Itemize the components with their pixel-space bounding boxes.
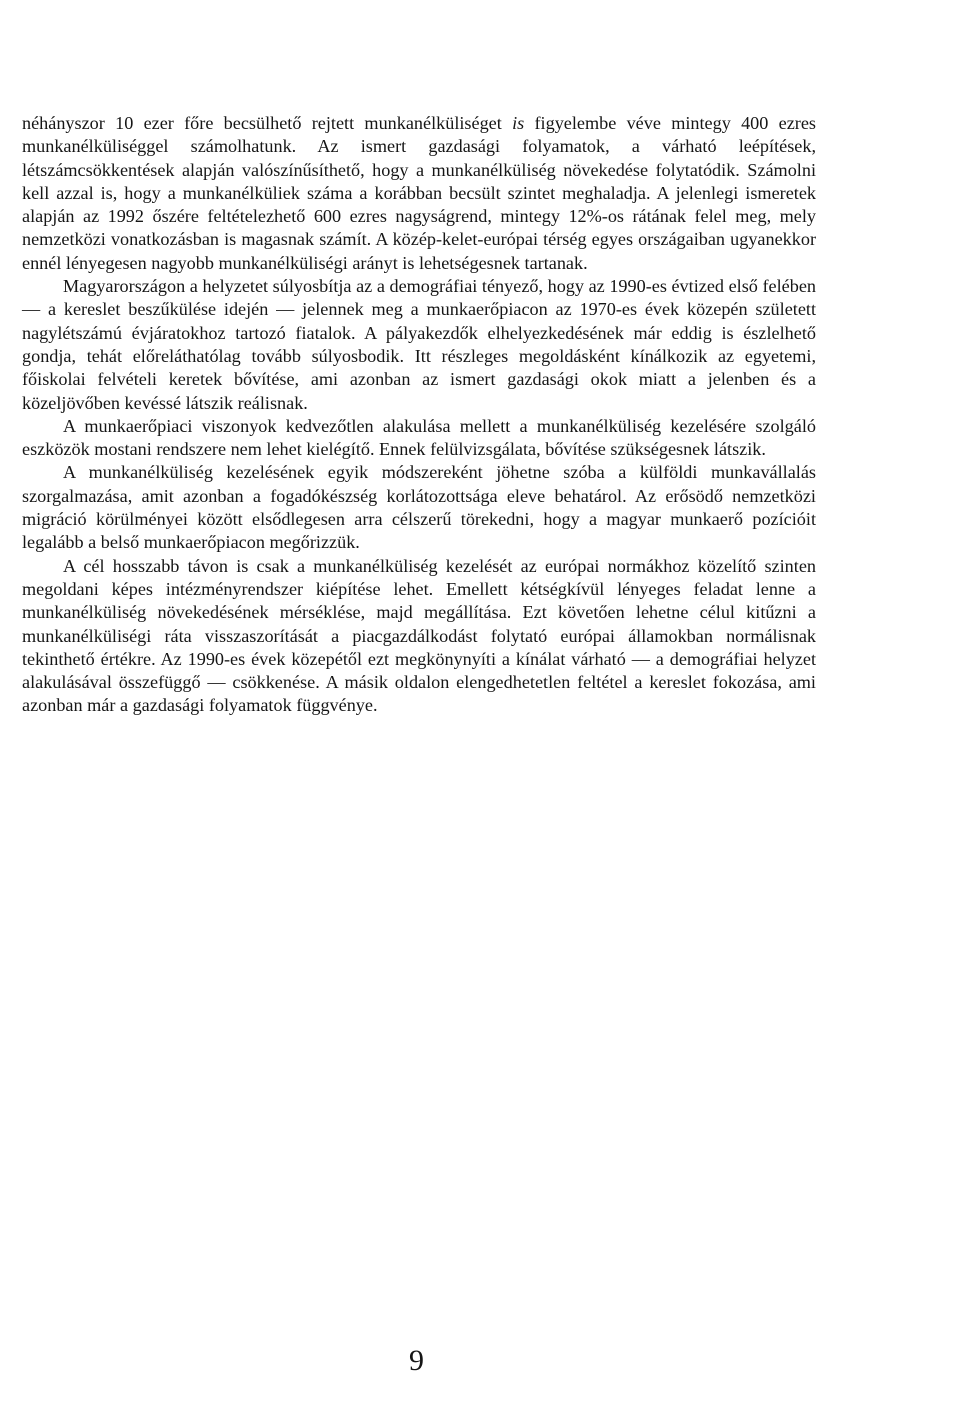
page-number: 9	[409, 1344, 424, 1377]
paragraph-2: Magyarországon a helyzetet súlyosbítja az a demográfiai tényező, hogy az 1990-es évtized első felében — a kereslet beszűkülése idején — jelennek meg a munkaerőpiacon az 1970-es évek közepén született nagylétszámú évjáratokhoz tartozó fiatalok. A pályakezdők elhelyezkedésének már eddig is észlelhető gondja, tehát előreláthatólag tovább súlyosbodik. Itt részleges megoldásként kínálkozik az egyetemi, főiskolai felvételi keretek bővítése, ami azonban az ismert gazdasági okok miatt a jelenben és a közeljövőben kevéssé látszik reálisnak.	[22, 276, 816, 413]
paragraph-1	[22, 112, 816, 275]
paragraph-1-italic-word: is	[512, 113, 525, 133]
paragraph-1-segment-3: figyelembe véve mintegy 400 ezres munkanélküliséggel számolhatunk. Az ismert gazdasági folyamatok, a várható leépítések, létszámcsökkentések alapján valószínűsíthető, hogy a munkanélküliség növekedése folytatódik. Számolni kell azzal is, hogy a munkanélküliek száma a korábban becsült szintet meghaladja. A jelenlegi ismeretek alapján az 1992 őszére feltételezhető 600 ezres nagyságrend, mintegy 12%-os rátának felel meg, mely nemzetközi vonatkozásban is magasnak számít. A közép-kelet-európai térség egyes országaiban ugyanekkor ennél lényegesen nagyobb munkanélküliségi arányt is lehetségesnek tartanak.	[22, 113, 816, 273]
paragraph-1-segment-1: néhányszor 10 ezer főre becsülhető rejtett munkanélküliséget	[22, 113, 513, 133]
paragraph-4: A munkanélküliség kezelésének egyik módszereként jöhetne szóba a külföldi munkavállalás szorgalmazása, amit azonban a fogadókészség korlátozottsága eleve behatárol. Az erősödő nemzetközi migráció körülményei között elsődlegesen arra célszerű törekedni, hogy a magyar munkaerő pozícióit legalább a belső munkaerőpiacon megőrizzük.	[22, 462, 816, 553]
body-text	[22, 112, 816, 718]
paragraph-3: A munkaerőpiaci viszonyok kedvezőtlen alakulása mellett a munkanélküliség kezelésére szolgáló eszközök mostani rendszere nem lehet kielégítő. Ennek felülvizsgálata, bővítése szükségesnek látszik.	[22, 415, 816, 460]
paragraph-5: A cél hosszabb távon is csak a munkanélküliség kezelését az európai normákhoz közelítő szinten megoldani képes intézményrendszer kiépítése lehet. Emellett kétségkívül lényeges feladat lenne a munkanélküliség növekedésének mérséklése, majd megállítása. Ezt követően lehetne célul kitűzni a munkanélküliségi ráta visszaszorítását a piacgazdálkodást folytató európai államokban normálisnak tekinthető értékre. Az 1990-es évek közepétől ezt megkönynyíti a kínálat várható — a demográfiai helyzet alakulásával összefüggő — csökkenése. A másik oldalon elengedhetetlen feltétel a kereslet fokozása, ami azonban már a gazdasági folyamatok függvénye.	[22, 555, 816, 716]
